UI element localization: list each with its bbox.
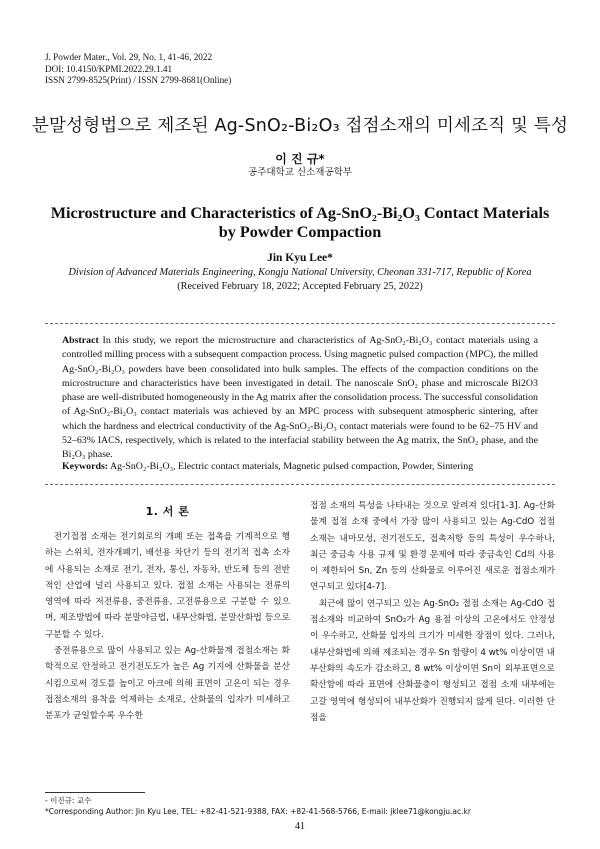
left-paragraph-1: 전기접점 소재는 전기회로의 개폐 또는 접촉을 기계적으로 행하는 스위치, 전자개폐기, 배선용 차단기 등의 전기적 접촉 소자에 사용되는 소재로 전기, 전자, 통신, 자동차, 반도체 등의 전반적인 산업에 널리 사용되고 있다. 접점 소재는 사용되는 전류의 영역에 따라 저전류용, 중전류용, 고전류용으로 구분할 수 있으며, 제조방법에 따라 분말야금법, 내부산화법, 분말산화법 등으로 구분할 수 있다. bbox=[45, 532, 290, 640]
right-paragraph-1: 접점 소재의 특성을 나타내는 것으로 알려져 있다[1-3]. Ag-산화물계 접점 소재 중에서 가장 많이 사용되고 있는 Ag-CdO 접점 소재는 내마모성, 전기전도도, 접촉저항 등의 특성이 우수하나, 최근 중금속 사용 규제 및 환경 문제에 따라 중금속인 Cd의 사용이 제한되어 Sn, Zn 등의 산화물로 이루어진 새로운 접점소재가 연구되고 있다[4-7]. bbox=[310, 501, 555, 593]
page-number: 41 bbox=[295, 821, 305, 832]
abstract-label: Abstract bbox=[62, 335, 99, 346]
footnote-rule bbox=[45, 792, 145, 793]
korean-affiliation: 공주대학교 신소재공학부 bbox=[248, 167, 352, 178]
journal-meta bbox=[45, 52, 231, 87]
korean-title: 분말성형법으로 제조된 Ag-SnO₂-Bi₂O₃ 접점소재의 미세조직 및 특성 bbox=[31, 116, 569, 136]
journal-doi: DOI: 10.4150/KPMI.2022.29.1.41 bbox=[45, 63, 173, 74]
korean-author: 이 진 규* bbox=[275, 152, 325, 166]
right-column bbox=[310, 498, 555, 726]
abstract-top-rule bbox=[45, 323, 555, 324]
abstract-text: In this study, we report the microstructure and characteristics of Ag-SnO₂-Bi₂O₃ contact materials using a controlled milling process with a subsequent compaction process. Using magnetic pulsed compaction (MPC), the milled Ag-SnO₂-Bi₂O₃ powders have been consolidated into bulk samples. The effects of the compaction conditions on the microstructure and characteristics have been investigated in detail. The nanoscale SnO₂ phase and microscale Bi2O3 phase are well-distributed homogeneously in the Ag matrix after the consolidation process. The successful consolidation of Ag-SnO₂-Bi₂O₃ contact materials was achieved by an MPC process with subsequent atmospheric sintering, after which the hardness and electrical conductivity of the Ag-SnO₂-Bi₂O₃ contact materials were found to be 62–75 HV and 52–63% IACS, respectively, which is related to the interfacial stability between the Ag matrix, the SnO₂ phase, and the Bi₂O₃ phase. bbox=[62, 335, 538, 461]
left-column bbox=[45, 529, 290, 725]
right-paragraph-2: 최근에 많이 연구되고 있는 Ag-SnO₂ 접점 소재는 Ag-CdO 접점소재와 비교하여 SnO₂가 Ag 용점 이상의 고온에서도 안정성이 우수하고, 산화물 입자의 크기가 미세한 장점이 있다. 그러나, 내부산화법에 의해 제조되는 경우 Sn 함량이 4 wt% 이상이면 내부산화의 속도가 감소하고, 8 wt% 이상이면 Sn이 외부표면으로 확산함에 따라 표면에 산화물층이 형성되고 접점 소재 내부에는 고갈 영역에 형성되어 내부산화가 진행되지 않게 된다. 이러한 단점을 bbox=[310, 598, 555, 723]
footnote-corresponding-author: *Corresponding Author: Jin Kyu Lee, TEL: +82-41-521-9388, FAX: +82-41-568-5766, E-mail: jklee71@kongju.ac.kr bbox=[45, 806, 471, 816]
english-title bbox=[40, 204, 560, 242]
journal-issn: ISSN 2799-8525(Print) / ISSN 2799-8681(Online) bbox=[45, 75, 232, 86]
section-heading-introduction: 1. 서 론 bbox=[145, 505, 190, 518]
english-author: Jin Kyu Lee* bbox=[267, 252, 333, 264]
received-dates: (Received February 18, 2022; Accepted February 25, 2022) bbox=[177, 281, 423, 292]
english-title-line1: Microstructure and Characteristics of Ag-SnO₂-Bi₂O₃ Contact Materials bbox=[50, 204, 550, 222]
english-affiliation: Division of Advanced Materials Engineering, Kongju National University, Cheonan 331-717, Republic of Korea bbox=[68, 267, 532, 278]
keywords bbox=[62, 460, 538, 473]
keywords-label: Keywords: bbox=[62, 461, 109, 472]
footnote bbox=[45, 796, 471, 817]
left-paragraph-2: 중전류용으로 많이 사용되고 있는 Ag-산화물계 접점소재는 화학적으로 안정하고 전기전도도가 높은 Ag 기지에 산화물을 분산시킴으로써 경도를 높이고 아크에 의해 표면이 고온이 되는 경우 접점소재의 용착을 억제하는 소재로, 산화물의 입자가 미세하고 분포가 균일할수록 우수한 bbox=[45, 646, 290, 722]
abstract bbox=[62, 334, 538, 463]
journal-citation: J. Powder Mater., Vol. 29, No. 1, 41-46, 2022 bbox=[45, 52, 213, 62]
abstract-bottom-rule bbox=[45, 484, 555, 485]
keywords-text: Ag-SnO₂-Bi₂O₃, Electric contact materials, Magnetic pulsed compaction, Powder, Sintering bbox=[110, 461, 474, 472]
english-title-line2: by Powder Compaction bbox=[218, 223, 382, 241]
footnote-position: - 이진규: 교수 bbox=[45, 796, 92, 805]
